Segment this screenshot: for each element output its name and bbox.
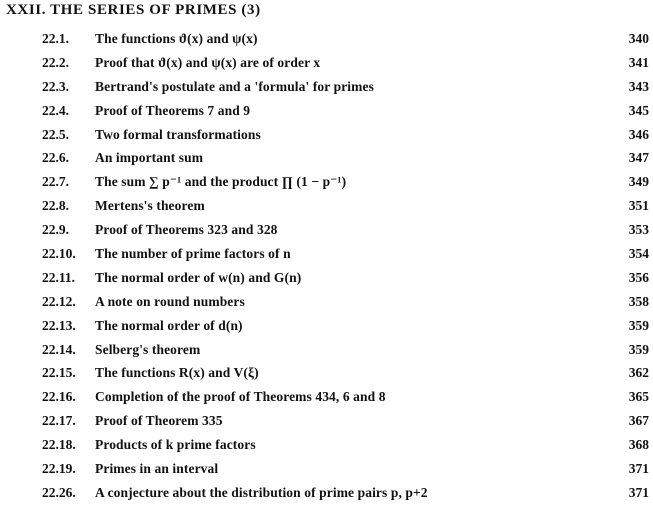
section-title: Primes in an interval bbox=[95, 461, 219, 477]
section-number: 22.5. bbox=[42, 126, 69, 142]
section-title: Mertens's theorem bbox=[95, 198, 205, 214]
toc-entry bbox=[0, 314, 653, 338]
toc-entry bbox=[0, 338, 653, 362]
section-title: Proof of Theorems 323 and 328 bbox=[95, 222, 278, 238]
page-number: 351 bbox=[628, 198, 649, 214]
section-number: 22.4. bbox=[42, 102, 69, 118]
page-number: 347 bbox=[628, 150, 649, 166]
section-number: 22.6. bbox=[42, 150, 69, 166]
section-number: 22.17. bbox=[42, 413, 76, 429]
section-number: 22.10. bbox=[42, 246, 76, 262]
section-number: 22.1. bbox=[42, 31, 69, 46]
section-number: 22.3. bbox=[42, 78, 69, 94]
section-number: 22.12. bbox=[42, 293, 76, 309]
section-title: A conjecture about the distribution of prime pairs p, p+2 bbox=[95, 484, 428, 500]
section-title: The functions R(x) and V(ξ) bbox=[95, 365, 259, 381]
toc-entry bbox=[0, 385, 653, 409]
section-title: Selberg's theorem bbox=[95, 341, 201, 357]
page-number: 365 bbox=[628, 389, 649, 405]
section-title: Products of k prime factors bbox=[95, 437, 256, 453]
section-title: The normal order of d(n) bbox=[95, 317, 243, 333]
section-number: 22.11. bbox=[42, 269, 76, 285]
section-number: 22.13. bbox=[42, 317, 76, 333]
page-number: 358 bbox=[628, 293, 649, 309]
section-number: 22.19. bbox=[42, 461, 76, 477]
toc-entry bbox=[0, 242, 653, 266]
page-number: 340 bbox=[628, 31, 649, 46]
section-title: Proof of Theorems 7 and 9 bbox=[95, 102, 251, 118]
section-number: 22.16. bbox=[42, 389, 76, 405]
section-title: The number of prime factors of n bbox=[95, 246, 291, 262]
section-number: 22.14. bbox=[42, 341, 76, 357]
toc-list bbox=[0, 27, 653, 505]
toc-entry bbox=[0, 361, 653, 385]
toc-entry bbox=[0, 481, 653, 505]
page-number: 349 bbox=[628, 174, 649, 190]
toc-entry bbox=[0, 409, 653, 433]
page-number: 345 bbox=[628, 102, 649, 118]
section-title: An important sum bbox=[95, 150, 204, 166]
section-number: 22.18. bbox=[42, 437, 76, 453]
toc-entry bbox=[0, 457, 653, 481]
chapter-heading: XXII. THE SERIES OF PRIMES (3) bbox=[6, 2, 261, 18]
section-title: Two formal transformations bbox=[95, 126, 261, 142]
toc-entry bbox=[0, 99, 653, 123]
page-number: 341 bbox=[628, 54, 649, 70]
page-number: 368 bbox=[628, 437, 649, 453]
toc-entry bbox=[0, 170, 653, 194]
page-number: 367 bbox=[628, 413, 649, 429]
section-title: The normal order of w(n) and G(n) bbox=[95, 269, 302, 285]
section-title: Proof that ϑ(x) and ψ(x) are of order x bbox=[95, 54, 321, 70]
section-number: 22.2. bbox=[42, 54, 69, 70]
toc-entry bbox=[0, 51, 653, 75]
section-title: Proof of Theorem 335 bbox=[95, 413, 223, 429]
page-number: 354 bbox=[628, 246, 649, 262]
section-number: 22.8. bbox=[42, 198, 69, 214]
toc-entry bbox=[0, 290, 653, 314]
page-number: 371 bbox=[628, 461, 649, 477]
toc-entry bbox=[0, 123, 653, 147]
toc-entry bbox=[0, 75, 653, 99]
toc-entry bbox=[0, 27, 653, 51]
toc-entry bbox=[0, 194, 653, 218]
section-title: The sum ∑ p⁻¹ and the product ∏ (1 − p⁻¹) bbox=[95, 174, 347, 190]
page-number: 359 bbox=[628, 317, 649, 333]
toc-entry bbox=[0, 146, 653, 170]
page-number: 353 bbox=[628, 222, 649, 238]
toc-entry bbox=[0, 266, 653, 290]
section-number: 22.7. bbox=[42, 174, 69, 190]
page-number: 371 bbox=[628, 484, 649, 500]
page-number: 343 bbox=[628, 78, 649, 94]
page-number: 346 bbox=[628, 126, 649, 142]
toc-entry bbox=[0, 433, 653, 457]
section-number: 22.9. bbox=[42, 222, 69, 238]
section-number: 22.15. bbox=[42, 365, 76, 381]
section-title: Completion of the proof of Theorems 434, 6 and 8 bbox=[95, 389, 386, 405]
section-number: 22.26. bbox=[42, 484, 76, 500]
toc-entry bbox=[0, 218, 653, 242]
page-number: 356 bbox=[628, 269, 649, 285]
section-title: The functions ϑ(x) and ψ(x) bbox=[95, 31, 258, 46]
section-title: Bertrand's postulate and a 'formula' for primes bbox=[95, 78, 374, 94]
page-number: 359 bbox=[628, 341, 649, 357]
section-title: A note on round numbers bbox=[95, 293, 245, 309]
page-number: 362 bbox=[628, 365, 649, 381]
